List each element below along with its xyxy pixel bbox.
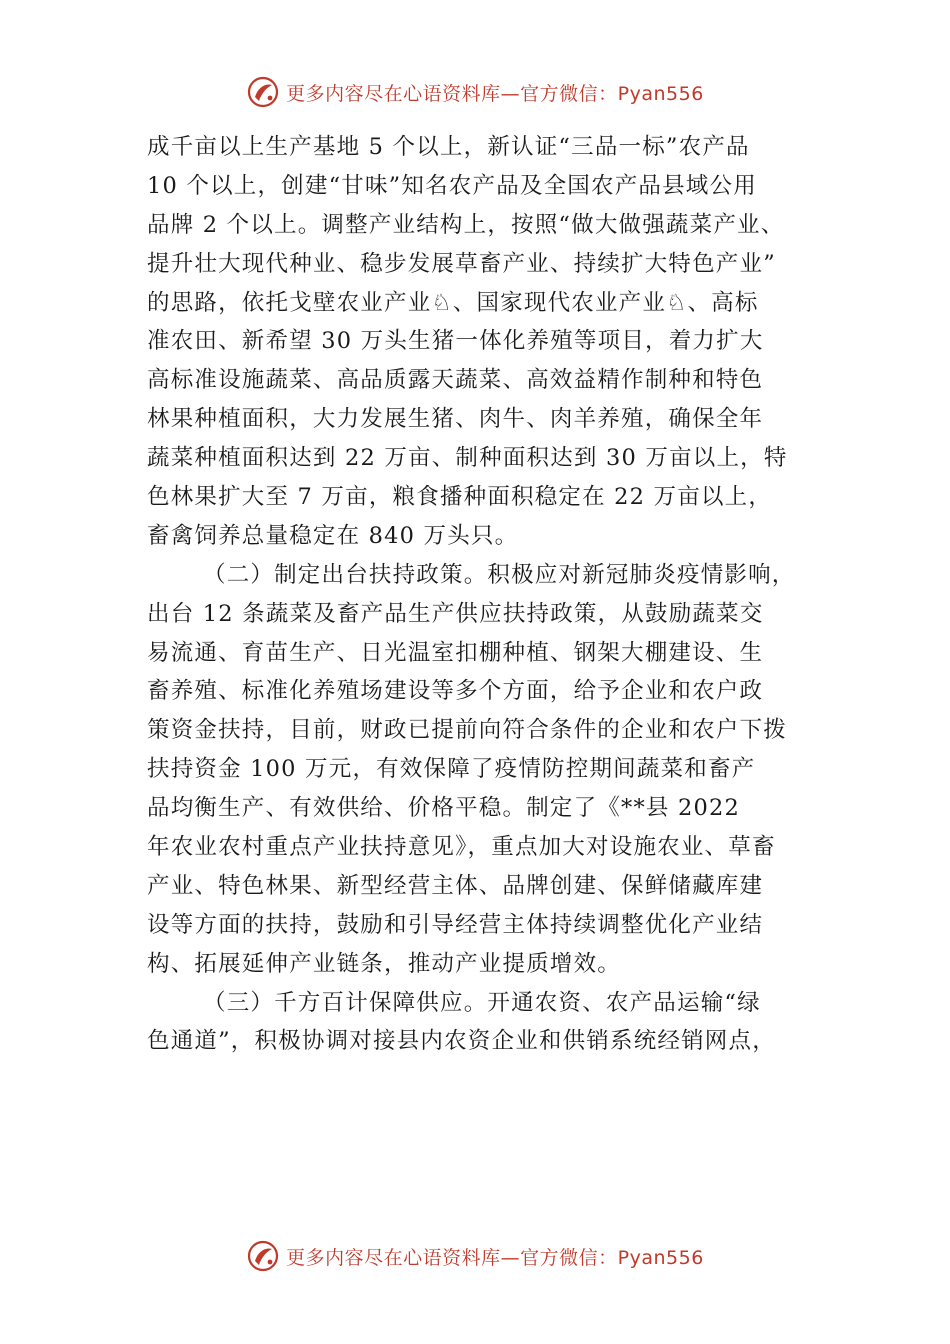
text-line: 色通道”，积极协调对接县内农资企业和供销系统经销网点， bbox=[147, 1028, 776, 1055]
text-line: 成千亩以上生产基地 5 个以上，新认证“三品一标”农产品 bbox=[147, 134, 750, 160]
text-line: 扶持资金 100 万元，有效保障了疫情防控期间蔬菜和畜产 bbox=[147, 756, 756, 783]
text-line: 的思路，依托戈壁农业产业♘、国家现代农业产业♘、高标 bbox=[147, 289, 759, 316]
text-line: 高标准设施蔬菜、高品质露天蔬菜、高效益精作制种和特色 bbox=[147, 367, 764, 394]
text-line: 易流通、育苗生产、日光温室扣棚种植、钢架大棚建设、生 bbox=[147, 639, 764, 666]
text-line: 产业、特色林果、新型经营主体、品牌创建、保鲜储藏库建 bbox=[147, 872, 764, 899]
text-line: 准农田、新希望 30 万头生猪一体化养殖等项目，着力扩大 bbox=[147, 328, 764, 355]
header-banner-inner bbox=[246, 75, 704, 109]
footer-banner bbox=[0, 1236, 950, 1276]
text-line: （三）千方百计保障供应。开通农资、农产品运输“绿 bbox=[203, 989, 761, 1016]
footer-banner-inner bbox=[246, 1239, 704, 1273]
library-logo-icon bbox=[246, 1239, 280, 1273]
wechat-id: Pyan556 bbox=[617, 82, 704, 105]
wechat-id: Pyan556 bbox=[617, 1246, 704, 1269]
text-line: 10 个以上，创建“甘味”知名农产品及全国农产品县域公用 bbox=[147, 172, 757, 199]
header-banner-text: 更多内容尽在心语资料库—官方微信：Pyan556 bbox=[286, 82, 704, 105]
text-line: 林果种植面积，大力发展生猪、肉牛、肉羊养殖，确保全年 bbox=[147, 406, 764, 433]
text-line: 提升壮大现代种业、稳步发展草畜产业、持续扩大特色产业” bbox=[147, 250, 776, 277]
footer-banner-text: 更多内容尽在心语资料库—官方微信：Pyan556 bbox=[286, 1246, 704, 1269]
text-line: 出台 12 条蔬菜及畜产品生产供应扶持政策，从鼓励蔬菜交 bbox=[147, 600, 764, 627]
header-banner bbox=[0, 72, 950, 112]
library-logo-icon bbox=[246, 75, 280, 109]
document-body bbox=[147, 128, 817, 1061]
text-line: 畜养殖、标准化养殖场建设等多个方面，给予企业和农户政 bbox=[147, 678, 764, 705]
text-line: 色林果扩大至 7 万亩，粮食播种面积稳定在 22 万亩以上， bbox=[147, 484, 773, 511]
text-line: 设等方面的扶持，鼓励和引导经营主体持续调整优化产业结 bbox=[147, 911, 764, 938]
text-line: 蔬菜种植面积达到 22 万亩、制种面积达到 30 万亩以上，特 bbox=[147, 445, 788, 472]
text-line: 畜禽饲养总量稳定在 840 万头只。 bbox=[147, 522, 519, 549]
text-line: 年农业农村重点产业扶持意见》，重点加大对设施农业、草畜 bbox=[147, 834, 776, 861]
text-line: （二）制定出台扶持政策。积极应对新冠肺炎疫情影响， bbox=[203, 561, 796, 588]
text-line: 策资金扶持，目前，财政已提前向符合条件的企业和农户下拨 bbox=[147, 717, 787, 744]
text-line: 品牌 2 个以上。调整产业结构上，按照“做大做强蔬菜产业、 bbox=[147, 211, 785, 238]
text-line: 构、拓展延伸产业链条，推动产业提质增效。 bbox=[147, 950, 622, 977]
text-line: 品均衡生产、有效供给、价格平稳。制定了《**县 2022 bbox=[147, 795, 741, 822]
